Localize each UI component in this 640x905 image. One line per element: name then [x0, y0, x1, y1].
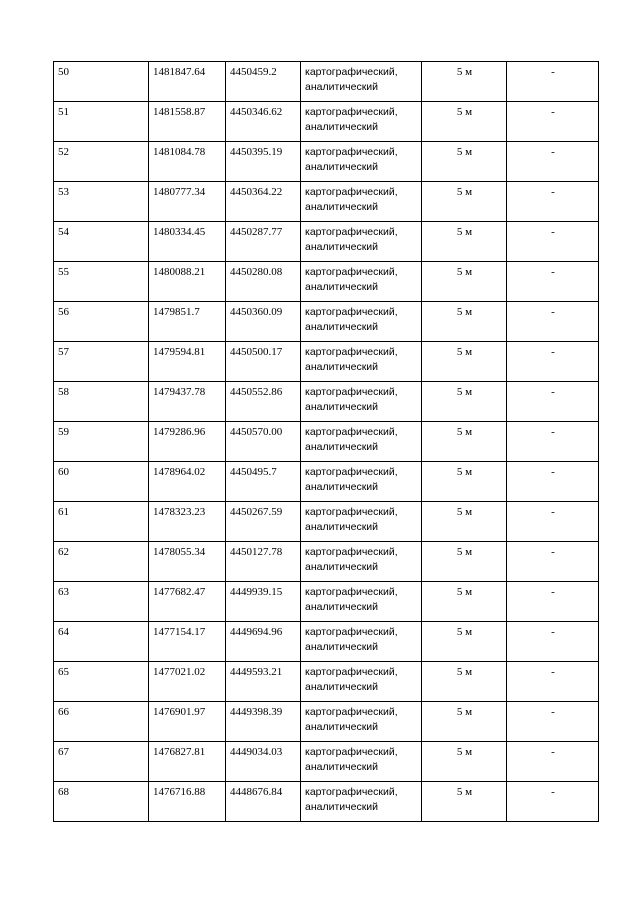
x-coordinate-cell: 1481558.87 [149, 102, 226, 142]
x-coordinate-cell: 1477682.47 [149, 582, 226, 622]
accuracy-cell: 5 м [422, 302, 507, 342]
accuracy-cell: 5 м [422, 422, 507, 462]
table-row [54, 622, 599, 662]
table-row [54, 182, 599, 222]
point-number-cell: 53 [54, 182, 149, 222]
accuracy-cell: 5 м [422, 742, 507, 782]
x-coordinate-cell: 1477154.17 [149, 622, 226, 662]
accuracy-cell: 5 м [422, 782, 507, 822]
method-cell: картографический, аналитический [301, 262, 422, 302]
table-row [54, 62, 599, 102]
note-cell: - [507, 622, 599, 662]
accuracy-cell: 5 м [422, 342, 507, 382]
y-coordinate-cell: 4449939.15 [226, 582, 301, 622]
y-coordinate-cell: 4449034.03 [226, 742, 301, 782]
table-row [54, 662, 599, 702]
accuracy-cell: 5 м [422, 702, 507, 742]
table-row [54, 502, 599, 542]
y-coordinate-cell: 4450495.7 [226, 462, 301, 502]
method-cell: картографический, аналитический [301, 782, 422, 822]
method-cell: картографический, аналитический [301, 662, 422, 702]
note-cell: - [507, 702, 599, 742]
note-cell: - [507, 462, 599, 502]
y-coordinate-cell: 4450287.77 [226, 222, 301, 262]
point-number-cell: 65 [54, 662, 149, 702]
method-cell: картографический, аналитический [301, 182, 422, 222]
x-coordinate-cell: 1480088.21 [149, 262, 226, 302]
point-number-cell: 61 [54, 502, 149, 542]
table-row [54, 342, 599, 382]
table-row [54, 702, 599, 742]
y-coordinate-cell: 4450280.08 [226, 262, 301, 302]
method-cell: картографический, аналитический [301, 102, 422, 142]
note-cell: - [507, 182, 599, 222]
point-number-cell: 50 [54, 62, 149, 102]
point-number-cell: 62 [54, 542, 149, 582]
table-row [54, 782, 599, 822]
table-row [54, 422, 599, 462]
accuracy-cell: 5 м [422, 62, 507, 102]
x-coordinate-cell: 1479437.78 [149, 382, 226, 422]
method-cell: картографический, аналитический [301, 462, 422, 502]
y-coordinate-cell: 4450364.22 [226, 182, 301, 222]
x-coordinate-cell: 1479851.7 [149, 302, 226, 342]
accuracy-cell: 5 м [422, 622, 507, 662]
point-number-cell: 55 [54, 262, 149, 302]
point-number-cell: 57 [54, 342, 149, 382]
note-cell: - [507, 422, 599, 462]
accuracy-cell: 5 м [422, 382, 507, 422]
note-cell: - [507, 782, 599, 822]
method-cell: картографический, аналитический [301, 502, 422, 542]
x-coordinate-cell: 1480334.45 [149, 222, 226, 262]
note-cell: - [507, 662, 599, 702]
x-coordinate-cell: 1480777.34 [149, 182, 226, 222]
coordinates-table [53, 61, 599, 822]
y-coordinate-cell: 4450127.78 [226, 542, 301, 582]
note-cell: - [507, 302, 599, 342]
method-cell: картографический, аналитический [301, 342, 422, 382]
table-row [54, 382, 599, 422]
point-number-cell: 56 [54, 302, 149, 342]
accuracy-cell: 5 м [422, 182, 507, 222]
note-cell: - [507, 262, 599, 302]
x-coordinate-cell: 1481084.78 [149, 142, 226, 182]
x-coordinate-cell: 1478323.23 [149, 502, 226, 542]
y-coordinate-cell: 4448676.84 [226, 782, 301, 822]
note-cell: - [507, 62, 599, 102]
y-coordinate-cell: 4450360.09 [226, 302, 301, 342]
note-cell: - [507, 582, 599, 622]
y-coordinate-cell: 4449593.21 [226, 662, 301, 702]
note-cell: - [507, 222, 599, 262]
accuracy-cell: 5 м [422, 502, 507, 542]
accuracy-cell: 5 м [422, 222, 507, 262]
x-coordinate-cell: 1476827.81 [149, 742, 226, 782]
note-cell: - [507, 382, 599, 422]
point-number-cell: 67 [54, 742, 149, 782]
accuracy-cell: 5 м [422, 582, 507, 622]
point-number-cell: 54 [54, 222, 149, 262]
table-row [54, 302, 599, 342]
x-coordinate-cell: 1479594.81 [149, 342, 226, 382]
point-number-cell: 66 [54, 702, 149, 742]
y-coordinate-cell: 4449398.39 [226, 702, 301, 742]
method-cell: картографический, аналитический [301, 742, 422, 782]
y-coordinate-cell: 4450346.62 [226, 102, 301, 142]
note-cell: - [507, 542, 599, 582]
table-row [54, 542, 599, 582]
x-coordinate-cell: 1478964.02 [149, 462, 226, 502]
note-cell: - [507, 102, 599, 142]
note-cell: - [507, 342, 599, 382]
table-row [54, 222, 599, 262]
method-cell: картографический, аналитический [301, 142, 422, 182]
point-number-cell: 58 [54, 382, 149, 422]
point-number-cell: 59 [54, 422, 149, 462]
note-cell: - [507, 142, 599, 182]
method-cell: картографический, аналитический [301, 382, 422, 422]
y-coordinate-cell: 4450459.2 [226, 62, 301, 102]
y-coordinate-cell: 4449694.96 [226, 622, 301, 662]
x-coordinate-cell: 1477021.02 [149, 662, 226, 702]
point-number-cell: 60 [54, 462, 149, 502]
y-coordinate-cell: 4450552.86 [226, 382, 301, 422]
table-row [54, 582, 599, 622]
y-coordinate-cell: 4450570.00 [226, 422, 301, 462]
method-cell: картографический, аналитический [301, 62, 422, 102]
table-row [54, 742, 599, 782]
table-row [54, 462, 599, 502]
x-coordinate-cell: 1479286.96 [149, 422, 226, 462]
accuracy-cell: 5 м [422, 142, 507, 182]
method-cell: картографический, аналитический [301, 302, 422, 342]
x-coordinate-cell: 1481847.64 [149, 62, 226, 102]
point-number-cell: 68 [54, 782, 149, 822]
table-row [54, 262, 599, 302]
y-coordinate-cell: 4450267.59 [226, 502, 301, 542]
accuracy-cell: 5 м [422, 262, 507, 302]
point-number-cell: 64 [54, 622, 149, 662]
accuracy-cell: 5 м [422, 462, 507, 502]
accuracy-cell: 5 м [422, 662, 507, 702]
note-cell: - [507, 502, 599, 542]
accuracy-cell: 5 м [422, 542, 507, 582]
table-row [54, 142, 599, 182]
x-coordinate-cell: 1478055.34 [149, 542, 226, 582]
x-coordinate-cell: 1476901.97 [149, 702, 226, 742]
coordinates-table-body [54, 62, 599, 822]
method-cell: картографический, аналитический [301, 422, 422, 462]
method-cell: картографический, аналитический [301, 542, 422, 582]
method-cell: картографический, аналитический [301, 622, 422, 662]
accuracy-cell: 5 м [422, 102, 507, 142]
method-cell: картографический, аналитический [301, 222, 422, 262]
y-coordinate-cell: 4450500.17 [226, 342, 301, 382]
point-number-cell: 63 [54, 582, 149, 622]
point-number-cell: 52 [54, 142, 149, 182]
y-coordinate-cell: 4450395.19 [226, 142, 301, 182]
method-cell: картографический, аналитический [301, 582, 422, 622]
method-cell: картографический, аналитический [301, 702, 422, 742]
point-number-cell: 51 [54, 102, 149, 142]
table-row [54, 102, 599, 142]
x-coordinate-cell: 1476716.88 [149, 782, 226, 822]
note-cell: - [507, 742, 599, 782]
